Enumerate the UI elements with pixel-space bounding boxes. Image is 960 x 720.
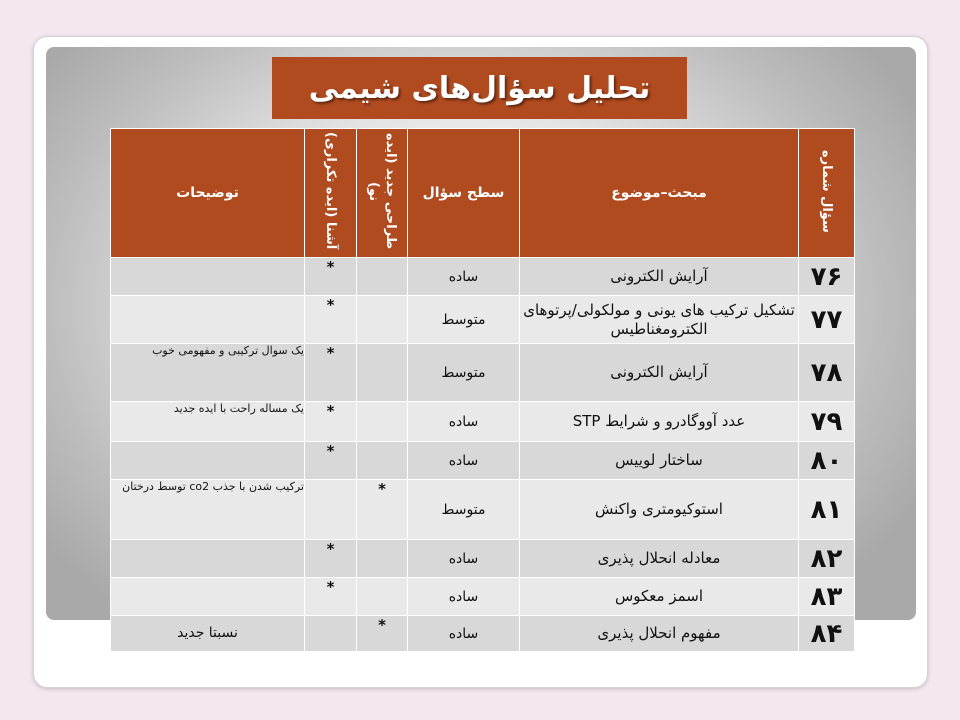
notes-cell: [111, 442, 305, 480]
new-design-mark: [357, 540, 408, 578]
analysis-table: [110, 128, 855, 652]
topic-cell: آرایش الکترونی: [520, 344, 799, 402]
notes-cell: [111, 258, 305, 296]
question-number: ۸۴: [799, 616, 855, 652]
notes-cell: [111, 578, 305, 616]
question-number: ۷۷: [799, 296, 855, 344]
level-cell: ساده: [408, 258, 520, 296]
slide-title: تحلیل سؤال‌های شیمی: [272, 57, 687, 119]
level-cell: ساده: [408, 540, 520, 578]
table-row: [111, 616, 855, 652]
level-cell: متوسط: [408, 480, 520, 540]
new-design-mark: *: [357, 480, 408, 540]
table-row: [111, 442, 855, 480]
table-header-row: [111, 129, 855, 258]
table-row: [111, 296, 855, 344]
new-design-mark: [357, 344, 408, 402]
notes-cell: [111, 296, 305, 344]
familiar-mark: *: [305, 296, 357, 344]
header-level: سطح سؤال: [408, 129, 520, 258]
notes-cell: یک سوال ترکیبی و مفهومی خوب: [111, 344, 305, 402]
question-number: ۷۹: [799, 402, 855, 442]
level-cell: متوسط: [408, 296, 520, 344]
question-number: ۸۱: [799, 480, 855, 540]
new-design-mark: [357, 402, 408, 442]
notes-cell: ترکیب شدن با جذب co2 توسط درختان: [111, 480, 305, 540]
question-number: ۸۰: [799, 442, 855, 480]
familiar-mark: *: [305, 258, 357, 296]
table-row: [111, 480, 855, 540]
table-row: [111, 578, 855, 616]
header-topic: مبحث–موضوع: [520, 129, 799, 258]
topic-cell: اسمز معکوس: [520, 578, 799, 616]
level-cell: ساده: [408, 616, 520, 652]
table-row: [111, 344, 855, 402]
table-row: [111, 402, 855, 442]
new-design-mark: [357, 578, 408, 616]
question-number: ۸۳: [799, 578, 855, 616]
level-cell: ساده: [408, 578, 520, 616]
header-number: سؤال شماره: [799, 129, 855, 258]
topic-cell: معادله انحلال پذیری: [520, 540, 799, 578]
topic-cell: عدد آووگادرو و شرایط STP: [520, 402, 799, 442]
new-design-mark: *: [357, 616, 408, 652]
topic-cell: مفهوم انحلال پذیری: [520, 616, 799, 652]
familiar-mark: *: [305, 402, 357, 442]
topic-cell: استوکیومتری واکنش: [520, 480, 799, 540]
question-number: ۷۶: [799, 258, 855, 296]
familiar-mark: [305, 480, 357, 540]
notes-cell: یک مساله راحت با ایده جدید: [111, 402, 305, 442]
level-cell: متوسط: [408, 344, 520, 402]
familiar-mark: [305, 616, 357, 652]
header-familiar: آشنا (ایده تکراری): [305, 129, 357, 258]
topic-cell: ساختار لوییس: [520, 442, 799, 480]
new-design-mark: [357, 296, 408, 344]
familiar-mark: *: [305, 540, 357, 578]
question-number: ۷۸: [799, 344, 855, 402]
table-row: [111, 258, 855, 296]
topic-cell: تشکیل ترکیب های یونی و مولکولی/پرتوهای الکترومغناطیس: [520, 296, 799, 344]
level-cell: ساده: [408, 442, 520, 480]
header-new-design: طراحی جدید (ایده نو): [357, 129, 408, 258]
new-design-mark: [357, 258, 408, 296]
topic-cell: آرایش الکترونی: [520, 258, 799, 296]
notes-cell: نسبتا جدید: [111, 616, 305, 652]
notes-cell: [111, 540, 305, 578]
question-number: ۸۲: [799, 540, 855, 578]
new-design-mark: [357, 442, 408, 480]
level-cell: ساده: [408, 402, 520, 442]
familiar-mark: *: [305, 344, 357, 402]
header-notes: توضیحات: [111, 129, 305, 258]
familiar-mark: *: [305, 578, 357, 616]
familiar-mark: *: [305, 442, 357, 480]
table-row: [111, 540, 855, 578]
